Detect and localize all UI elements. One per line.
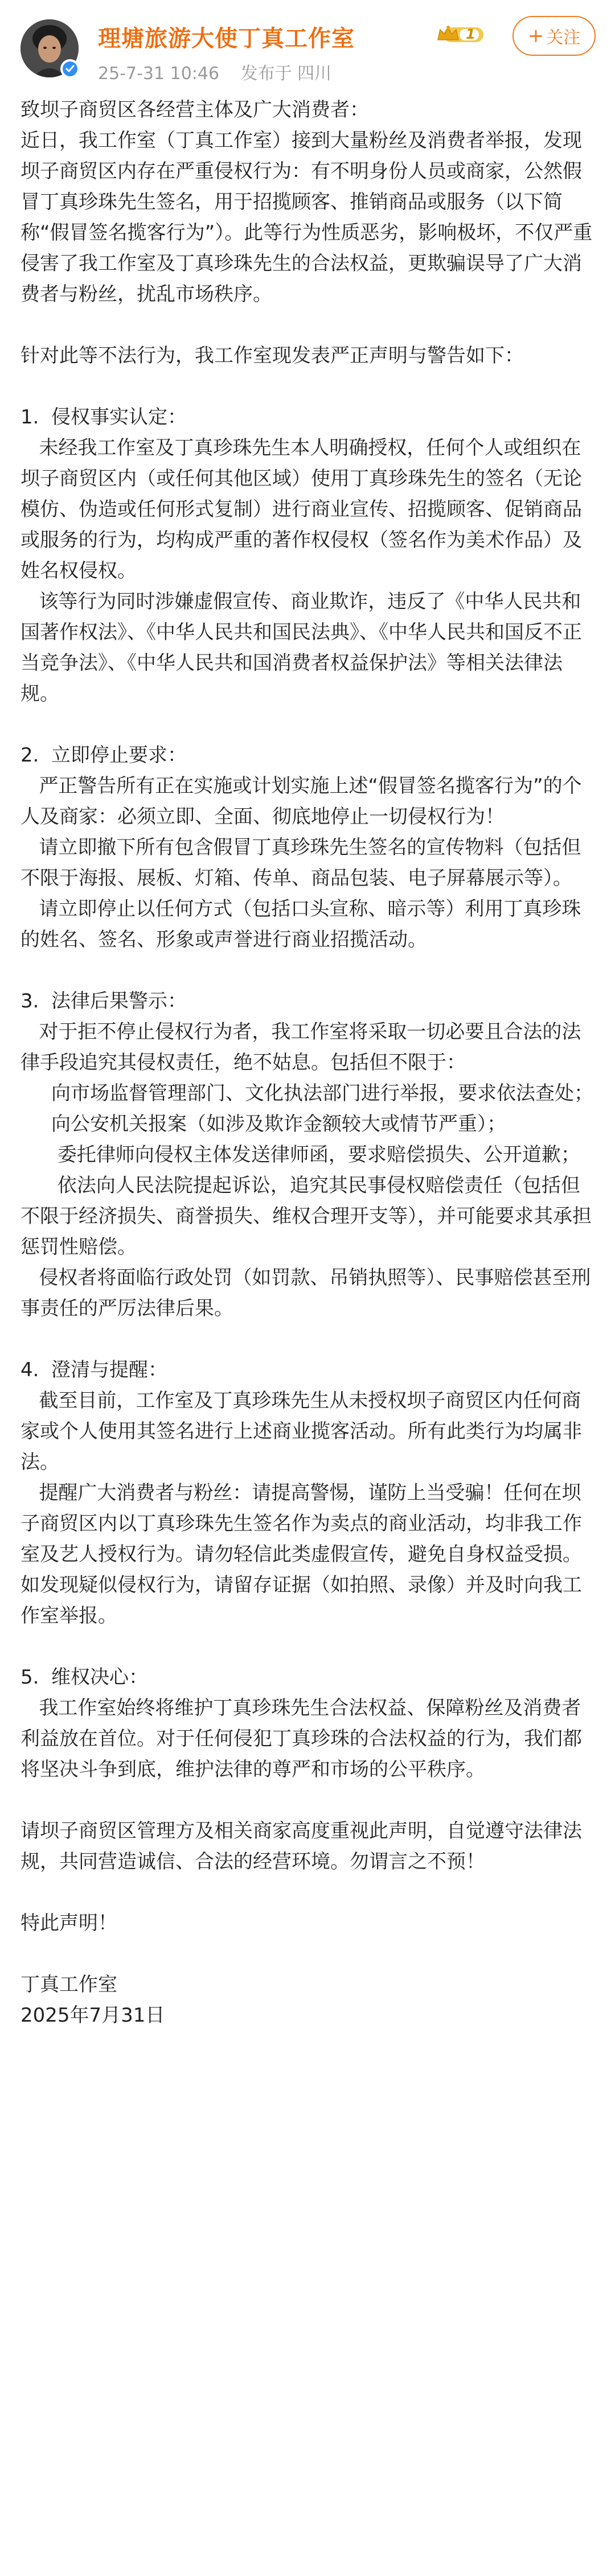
- post-paragraph: 请坝子商贸区管理方及相关商家高度重视此声明，自觉遵守法律法规，共同营造诚信、合法的经营环境。勿谓言之不预！: [20, 1820, 582, 1873]
- post-paragraph: 特此声明！: [20, 1912, 117, 1935]
- post-paragraph: 5. 维权决心：: [20, 1666, 149, 1689]
- follow-label: 关注: [546, 28, 581, 48]
- post-paragraph: 严正警告所有正在实施或计划实施上述“假冒签名揽客行为”的个人及商家：必须立即、全面、彻底地停止一切侵权行为！: [20, 775, 582, 828]
- plus-icon: +: [527, 24, 544, 47]
- blank-line: [20, 709, 597, 740]
- post-paragraph: 3. 法律后果警示：: [20, 990, 187, 1013]
- post-paragraph: 2. 立即停止要求：: [20, 744, 187, 767]
- blank-line: [20, 1324, 597, 1355]
- post-paragraph: 对于拒不停止侵权行为者，我工作室将采取一切必要且合法的法律手段追究其侵权责任，绝不姑息。包括但不限于：: [20, 1020, 581, 1074]
- post-paragraph: 向市场监督管理部门、文化执法部门进行举报，要求依法查处；: [20, 1082, 594, 1105]
- post-meta: [98, 59, 347, 84]
- blank-line: [20, 1877, 597, 1908]
- post-paragraph: 未经我工作室及丁真珍珠先生本人明确授权，任何个人或组织在坝子商贸区内（或任何其他区域）使用丁真珍珠先生的签名（无论模仿、伪造或任何形式复制）进行商业宣传、招揽顾客、促销商品或服务的行为，均构成严重的著作权侵权（签名作为美术作品）及姓名权侵权。: [20, 437, 582, 582]
- follow-button[interactable]: [512, 16, 596, 56]
- post-paragraph: 4. 澄清与提醒：: [20, 1359, 168, 1381]
- blank-line: [20, 371, 597, 402]
- blank-line: [20, 1939, 597, 1969]
- crown-badge-icon: [436, 24, 485, 44]
- post-paragraph: 委托律师向侵权主体发送律师函，要求赔偿损失、公开道歉；: [20, 1143, 580, 1166]
- post-paragraph: 请立即撤下所有包含假冒丁真珍珠先生签名的宣传物料（包括但不限于海报、展板、灯箱、传单、商品包装、电子屏幕展示等）。: [20, 836, 581, 890]
- post-paragraph: 向公安机关报案（如涉及欺诈金额较大或情节严重）；: [20, 1113, 507, 1135]
- post-paragraph: 侵权者将面临行政处罚（如罚款、吊销执照等）、民事赔偿甚至刑事责任的严厉法律后果。: [20, 1266, 591, 1320]
- post-paragraph: 针对此等不法行为，我工作室现发表严正声明与警告如下：: [20, 344, 524, 367]
- post-body: [20, 94, 597, 2031]
- level-badge: [436, 24, 485, 44]
- post-location: 发布于 四川: [240, 64, 332, 84]
- blank-line: [20, 310, 597, 340]
- author-name[interactable]: 理塘旅游大使丁真工作室: [98, 26, 355, 52]
- post-paragraph: 该等行为同时涉嫌虚假宣传、商业欺诈，违反了《中华人民共和国著作权法》、《中华人民共和国民法典》、《中华人民共和国反不正当竞争法》、《中华人民共和国消费者权益保护法》等相关法律法规。: [20, 590, 582, 705]
- verified-badge-icon: [60, 59, 80, 79]
- post-paragraph: 提醒广大消费者与粉丝：请提高警惕，谨防上当受骗！任何在坝子商贸区内以丁真珍珠先生签名作为卖点的商业活动，均非我工作室及艺人授权行为。请勿轻信此类虚假宣传，避免自身权益受损。如发现疑似侵权行为，请留存证据（如拍照、录像）并及时向我工作室举报。: [20, 1482, 582, 1627]
- post-paragraph: 1. 侵权事实认定：: [20, 406, 187, 429]
- blank-line: [20, 955, 597, 986]
- post-paragraph: 请立即停止以任何方式（包括口头宣称、暗示等）利用丁真珍珠的姓名、签名、形象或声誉进行商业招揽活动。: [20, 898, 581, 951]
- post-paragraph: 我工作室始终将维护丁真珍珠先生合法权益、保障粉丝及消费者利益放在首位。对于任何侵犯丁真珍珠的合法权益的行为，我们都将坚决斗争到底，维护法律的尊严和市场的公平秩序。: [20, 1697, 582, 1781]
- level-number: 1: [466, 26, 475, 42]
- post-paragraph: 致坝子商贸区各经营主体及广大消费者：: [20, 98, 369, 121]
- post-paragraph: 截至目前，工作室及丁真珍珠先生从未授权坝子商贸区内任何商家或个人使用其签名进行上述商业揽客活动。所有此类行为均属非法。: [20, 1389, 582, 1474]
- blank-line: [20, 1631, 597, 1662]
- post-header: [0, 0, 615, 91]
- post-paragraph: 依法向人民法院提起诉讼，追究其民事侵权赔偿责任（包括但不限于经济损失、商誉损失、维权合理开支等），并可能要求其承担惩罚性赔偿。: [20, 1174, 592, 1258]
- post-paragraph: 2025年7月31日: [20, 2004, 165, 2027]
- avatar[interactable]: [20, 19, 79, 77]
- post-paragraph: 丁真工作室: [20, 1973, 117, 1996]
- post-timestamp: 25-7-31 10:46: [98, 64, 220, 84]
- blank-line: [20, 1785, 597, 1816]
- post-paragraph: 近日，我工作室（丁真工作室）接到大量粉丝及消费者举报，发现坝子商贸区内存在严重侵权行为：有不明身份人员或商家，公然假冒丁真珍珠先生签名，用于招揽顾客、推销商品或服务（以下简称“假冒签名揽客行为”）。此等行为性质恶劣，影响极坏，不仅严重侵害了我工作室及丁真珍珠先生的合法权益，更欺骗误导了广大消费者与粉丝，扰乱市场秩序。: [20, 129, 593, 306]
